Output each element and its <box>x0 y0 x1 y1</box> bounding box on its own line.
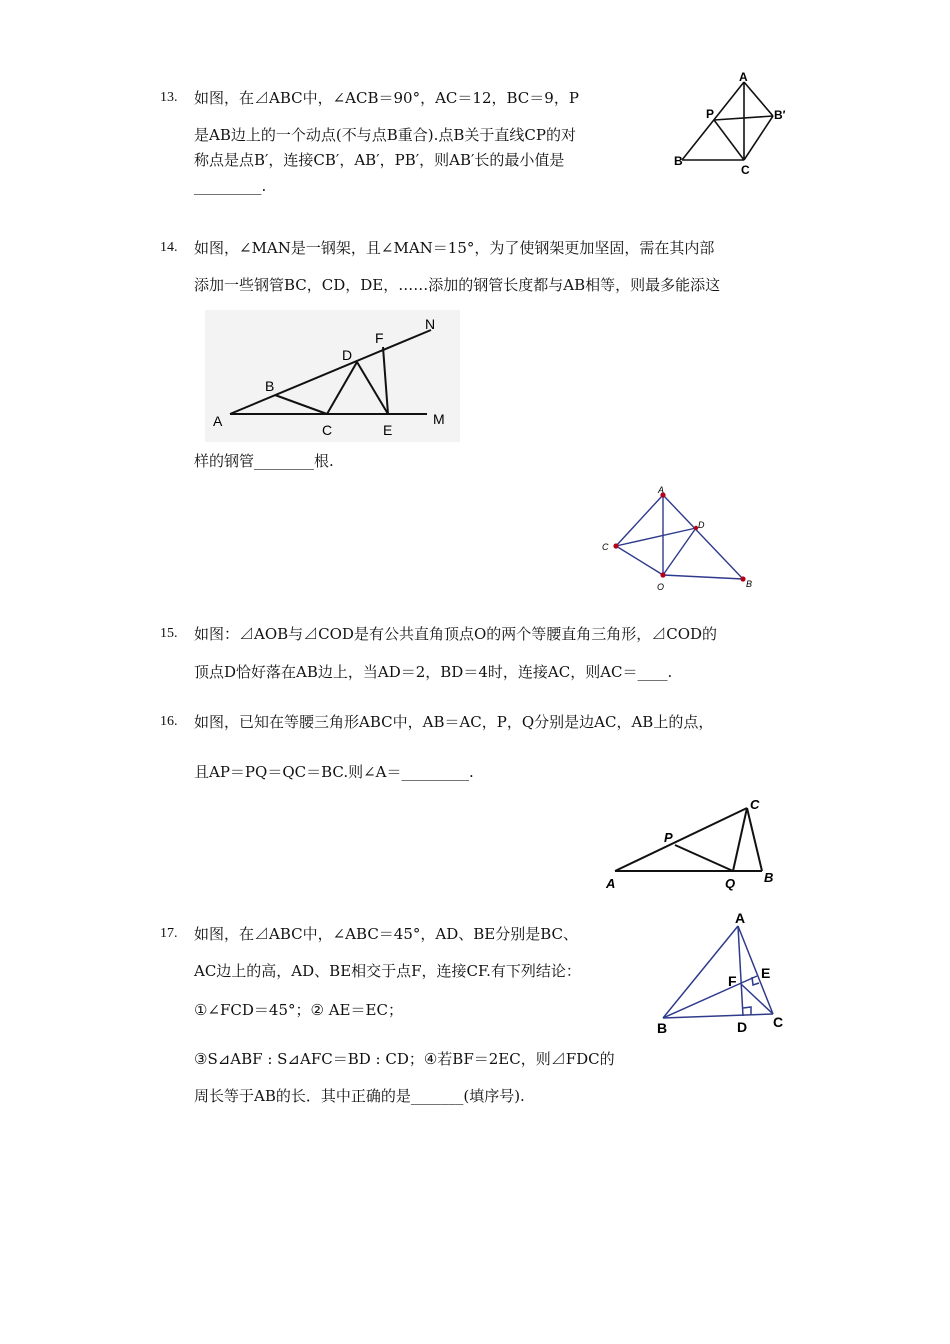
q15-label-a: A <box>658 485 665 495</box>
question-17-line-3: ①∠FCD＝45°；② AE＝EC； <box>194 1001 403 1019</box>
q15-label-o: O <box>657 582 665 592</box>
question-14-line-1: 如图，∠MAN是一钢架，且∠MAN＝15°，为了使钢架更加坚固，需在其内部 <box>194 239 715 257</box>
q15-label-c: C <box>602 542 609 552</box>
q16-label-p: P <box>664 830 673 845</box>
question-13-number: 13. <box>160 90 178 105</box>
question-13-line-4: _________. <box>194 177 267 195</box>
question-17-figure <box>655 910 790 1035</box>
question-14-line-2: 添加一些钢管BC，CD，DE，……添加的钢管长度都与AB相等，则最多能添这 <box>194 276 721 294</box>
q16-label-c: C <box>750 797 760 812</box>
question-17-number: 17. <box>160 926 178 941</box>
q14-label-b: B <box>265 378 275 394</box>
q17-label-c: C <box>773 1014 784 1030</box>
question-16-number: 16. <box>160 714 178 729</box>
q16-label-q: Q <box>725 876 736 891</box>
q17-label-d: D <box>737 1019 748 1035</box>
question-15-line-1: 如图：⊿AOB与⊿COD是有公共直角顶点O的两个等腰直角三角形，⊿COD的 <box>194 625 718 643</box>
question-16-figure <box>600 795 785 895</box>
q16-label-b: B <box>764 870 774 885</box>
q14-label-f: F <box>375 330 384 346</box>
q17-label-a: A <box>735 910 746 926</box>
q13-label-b: B <box>674 154 683 168</box>
q14-label-a: A <box>213 413 223 429</box>
q17-label-f: F <box>728 973 737 989</box>
q14-label-e: E <box>383 422 393 438</box>
q16-label-a: A <box>606 876 616 891</box>
question-14-line-3: 样的钢管________根. <box>194 452 334 470</box>
question-13-line-1: 如图，在⊿ABC中，∠ACB＝90°，AC＝12，BC＝9，P <box>194 89 579 107</box>
question-14-number: 14. <box>160 240 178 255</box>
q15-label-d: D <box>698 520 705 530</box>
question-13-line-2: 是AB边上的一个动点(不与点B重合).点B关于直线CP的对 <box>194 126 576 144</box>
q13-label-c: C <box>741 163 750 177</box>
question-15-figure <box>598 483 758 595</box>
q14-label-c: C <box>322 422 333 438</box>
question-17-line-2: AC边上的高，AD、BE相交于点F，连接CF.有下列结论： <box>194 962 581 980</box>
question-15-number: 15. <box>160 626 178 641</box>
question-13-figure <box>670 70 800 182</box>
question-16-line-1: 如图，已知在等腰三角形ABC中，AB＝AC，P，Q分别是边AC，AB上的点， <box>194 713 714 731</box>
q14-label-m: M <box>433 411 445 427</box>
q15-label-b: B <box>746 579 753 589</box>
q17-label-e: E <box>761 965 771 981</box>
q17-label-b: B <box>657 1020 668 1035</box>
question-15-line-2: 顶点D恰好落在AB边上，当AD＝2，BD＝4时，连接AC，则AC＝____. <box>194 663 673 681</box>
q14-label-d: D <box>342 347 353 363</box>
question-14-figure <box>205 310 460 442</box>
q14-label-n: N <box>425 316 436 332</box>
question-13-line-3: 称点是点B′，连接CB′，AB′，PB′，则AB′长的最小值是 <box>194 151 565 169</box>
q13-label-a: A <box>739 70 748 84</box>
question-17-line-5: 周长等于AB的长．其中正确的是_______(填序号). <box>194 1087 525 1105</box>
question-16-line-2: 且AP＝PQ＝QC＝BC.则∠A＝_________. <box>194 763 474 781</box>
q13-label-p: P <box>706 107 715 121</box>
question-17-line-1: 如图，在⊿ABC中，∠ABC＝45°，AD、BE分别是BC、 <box>194 925 578 943</box>
question-17-line-4: ③S⊿ABF : S⊿AFC＝BD : CD；④若BF＝2EC，则⊿FDC的 <box>194 1050 615 1068</box>
q13-label-b-prime: B′ <box>774 108 786 122</box>
